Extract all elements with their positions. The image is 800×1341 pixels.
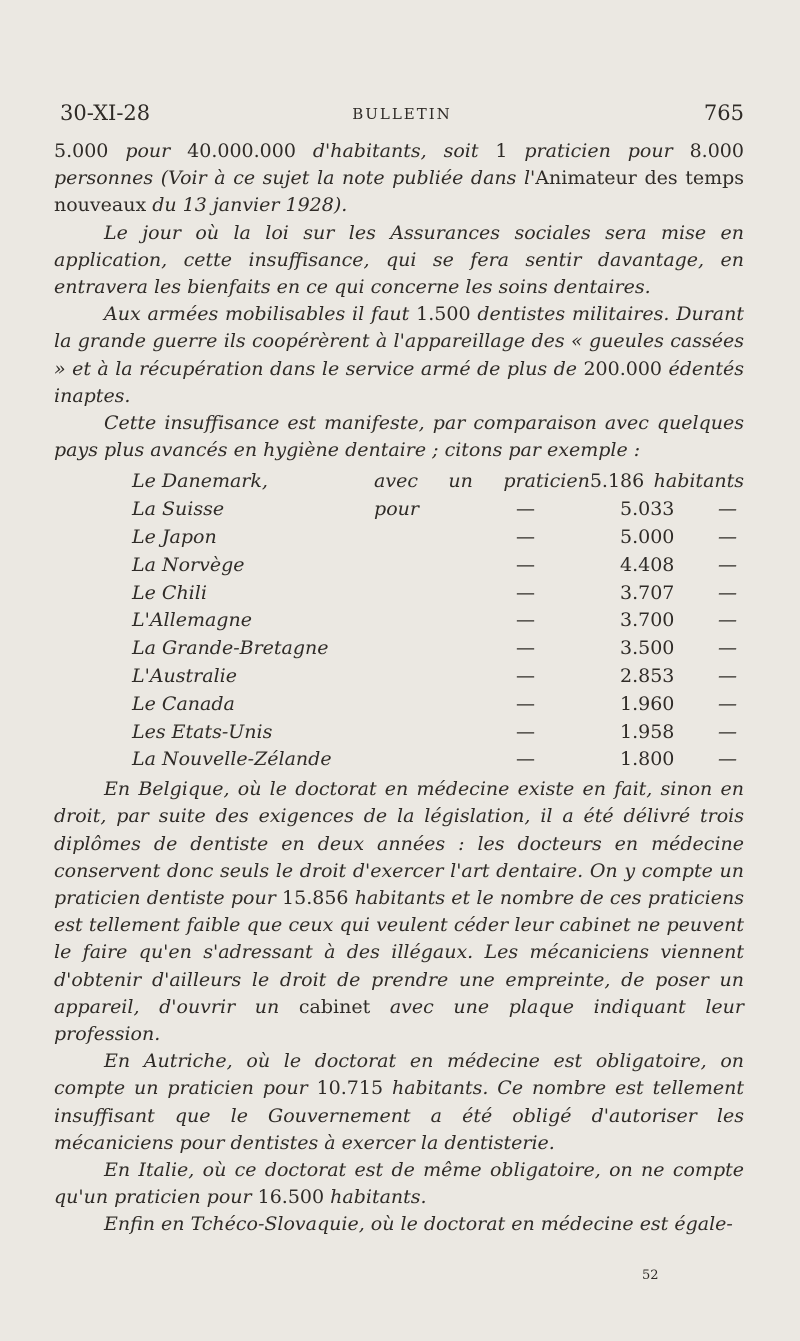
paragraph-text: habitants et le nombre de ces praticiens est tellement faible que ceux qui veulent céder leur cabinet ne peuvent le faire qu'en s'adressant à des illégaux. Les mécaniciens viennent d'obtenir d'ailleurs le droit de prendre une empreinte, de poser un appareil, d'ouvrir un <box>54 887 744 1018</box>
paragraph-assurances: Le jour où la loi sur les Assurances sociales sera mise en application, cette insuffisance, qui se fera sentir davantage, en entravera les bienfaits en ce qui concerne les soins dentaires. <box>54 221 744 299</box>
intro-text: personnes (Voir à ce sujet la note publiée dans l' <box>54 167 536 190</box>
paragraph-text: En Belgique, où le doctorat en médecine existe en fait, sinon en droit, par suite des exigences de la législation, il a été délivré trois diplômes de dentiste en deux années : les docteurs en médecine conservent donc seuls le droit d'exercer l'art dentaire. On y compte un praticien dentiste pour <box>54 778 744 910</box>
table-row <box>132 691 744 719</box>
country-table <box>132 468 744 774</box>
table-cell-unit: — <box>718 553 737 576</box>
table-row <box>132 719 744 747</box>
paragraph-text: Aux armées mobilisables il faut <box>104 303 417 326</box>
intro-text: 40.000.000 <box>170 140 313 162</box>
table-cell-country: Les Etats-Unis <box>132 720 273 743</box>
intro-text: du 13 janvier 1928). <box>146 194 348 217</box>
table-cell-dash: — <box>516 748 535 771</box>
table-cell-value: 2.853 <box>620 665 675 688</box>
table-cell-dash: — <box>516 665 535 688</box>
paragraph-autriche <box>54 1048 744 1157</box>
intro-text: praticien pour <box>524 140 673 162</box>
table-cell-country: Le Chili <box>132 581 207 604</box>
paragraph-italie <box>54 1157 744 1211</box>
paragraph-text: habitants. Ce nombre est tellement insuffisant que le Gouvernement a été obligé d'autoriser les mécaniciens pour dentistes à exercer la dentisterie. <box>54 1077 744 1154</box>
table-cell-value: 3.700 <box>620 609 675 632</box>
table-cell-value: 1.958 <box>620 720 675 743</box>
table-cell-country: La Norvège <box>132 553 245 576</box>
table-cell-country: Le Danemark, <box>132 470 268 493</box>
table-row <box>132 496 744 524</box>
table-cell-unit: — <box>718 526 737 549</box>
table-cell-value: 5.186 <box>589 470 645 493</box>
table-row <box>132 524 744 552</box>
paragraph-text: En Autriche, où le doctorat en médecine est obligatoire, on compte un praticien pour <box>54 1050 744 1100</box>
table-cell-dash: — <box>516 581 535 604</box>
table-cell-unit: — <box>718 748 737 771</box>
body-text <box>54 138 744 1239</box>
table-row <box>132 746 744 774</box>
table-cell-unit: — <box>718 637 737 660</box>
table-row <box>132 552 744 580</box>
table-cell-value: 3.500 <box>620 637 675 660</box>
table-cell-dash: — <box>516 526 535 549</box>
table-cell-unit: — <box>718 665 737 688</box>
table-cell-country: Le Canada <box>132 692 235 715</box>
intro-paragraph <box>54 138 744 220</box>
paragraph-armees <box>54 301 744 410</box>
paragraph-text: En Italie, où ce doctorat est de même obligatoire, on ne compte qu'un praticien pour <box>54 1159 744 1209</box>
intro-text: 8.000 <box>672 140 744 162</box>
paragraph-text: 200.000 <box>583 357 663 380</box>
table-cell-country: La Suisse <box>132 498 225 521</box>
paragraph-belgique <box>54 776 744 1048</box>
intro-text: pour <box>125 140 171 162</box>
table-cell-country: L'Australie <box>132 665 237 688</box>
paragraph-text: édentés inaptes. <box>54 357 744 407</box>
paragraph-text: 1.500 <box>416 303 471 326</box>
paragraph-text: 16.500 <box>257 1186 325 1209</box>
intro-text: Animateur des temps nouveaux <box>54 167 745 217</box>
page-number: 765 <box>703 101 744 125</box>
page-header <box>60 101 744 131</box>
table-cell-unit: — <box>718 581 737 604</box>
table-cell-value: 4.408 <box>620 553 675 576</box>
table-cell-unit: — <box>718 692 737 715</box>
signature-mark: 52 <box>642 1268 659 1283</box>
table-row <box>132 663 744 691</box>
header-date: 30-XI-28 <box>60 101 151 125</box>
paragraph-text: 15.856 <box>282 887 349 910</box>
header-title: BULLETIN <box>352 105 452 123</box>
table-cell-dash: — <box>516 553 535 576</box>
table-cell-value: 5.000 <box>620 526 675 549</box>
table-row <box>132 607 744 635</box>
table-cell-value: 5.033 <box>620 498 675 521</box>
paragraph-comparaison: Cette insuffisance est manifeste, par comparaison avec quelques pays plus avancés en hygiène dentaire ; citons par exemple : <box>54 412 744 462</box>
paragraph-text: 10.715 <box>316 1077 384 1100</box>
table-cell-unit: habitants <box>653 470 745 493</box>
table-cell-unit: — <box>718 609 737 632</box>
table-cell-country: L'Allemagne <box>132 609 252 632</box>
table-cell-dash: — <box>516 720 535 743</box>
paragraph-tchecoslovaquie: Enfin en Tchéco-Slovaquie, où le doctorat en médecine est égale- <box>104 1213 733 1236</box>
table-cell-value: 3.707 <box>620 581 675 604</box>
table-cell-country: Le Japon <box>132 526 217 549</box>
intro-text: d'habitants, soit <box>312 140 479 162</box>
paragraph-text: cabinet <box>298 995 371 1018</box>
paragraph-text: habitants. <box>324 1186 427 1209</box>
table-cell-dash: avec un praticien pour <box>374 470 590 521</box>
table-cell-dash: — <box>516 609 535 632</box>
paragraph-text: avec une plaque indiquant leur profession. <box>54 995 744 1046</box>
paragraph-text: dentistes militaires. Durant la grande guerre ils coopérèrent à l'appareillage des « gueules cassées » et à la récupération dans le service armé de plus de <box>54 303 744 380</box>
table-cell-dash: — <box>516 692 535 715</box>
table-cell-unit: — <box>718 498 737 521</box>
table-cell-country: La Grande-Bretagne <box>132 637 329 660</box>
table-row <box>132 580 744 608</box>
intro-text: 1 <box>478 140 525 162</box>
table-cell-dash: — <box>516 637 535 660</box>
intro-text: 5.000 <box>54 140 126 162</box>
table-cell-value: 1.960 <box>620 692 675 715</box>
table-cell-value: 1.800 <box>620 748 675 771</box>
table-cell-dash: — <box>516 498 535 521</box>
table-cell-country: La Nouvelle-Zélande <box>132 748 332 771</box>
table-cell-unit: — <box>718 720 737 743</box>
table-row <box>132 635 744 663</box>
